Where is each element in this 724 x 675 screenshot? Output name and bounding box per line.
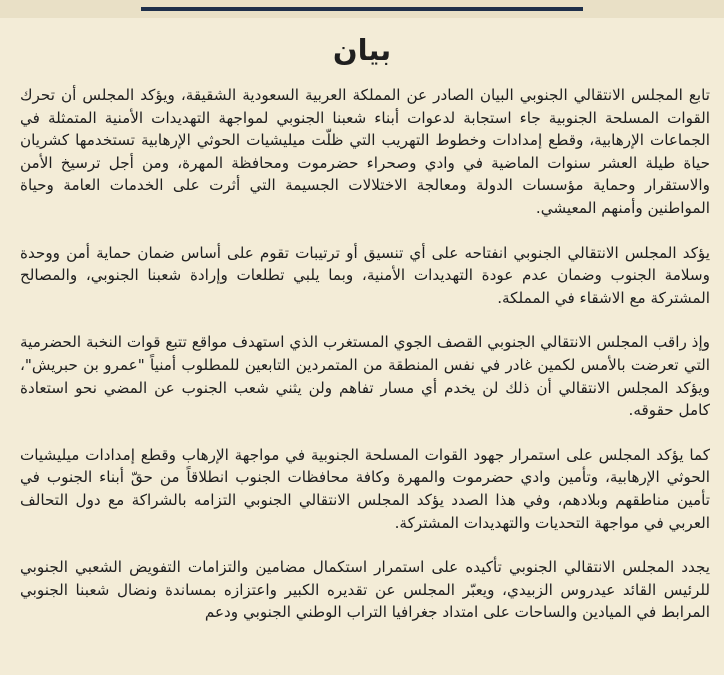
paragraph-4: كما يؤكد المجلس على استمرار جهود القوات المسلحة الجنوبية في مواجهة الإرهاب وقطع إمدادات ميليشيات الحوثي الإرهابية، وتأمين وادي حضرموت والمهرة وكافة محافظات الجنوب انطلاقاً من حقّ أبناء الجنوب في تأمين مناطقهم وبلادهم، وفي هذا الصدد يؤكد المجلس الانتقالي الجنوبي التزامه بالشراكة مع دول التحالف العربي في مواجهة التحديات والتهديدات المشتركة. [20, 445, 710, 532]
header-divider-bar [141, 7, 583, 11]
paragraph-2: يؤكد المجلس الانتقالي الجنوبي انفتاحه على أي تنسيق أو ترتيبات تقوم على أساس ضمان حماية أمن ووحدة وسلامة الجنوب وضمان عدم عودة التهديدات الأمنية، وبما يلبي تطلعات وإرادة شعبنا الجنوبي، والمصالح المشتركة مع الاشقاء في المملكة. [20, 243, 710, 307]
paragraph-1: تابع المجلس الانتقالي الجنوبي البيان الصادر عن المملكة العربية السعودية الشقيقة، ويؤكد المجلس أن تحرك القوات المسلحة الجنوبية جاء استجابة لدعوات أبناء شعبنا الجنوبي لمواجهة التهديدات الأمنية المتمثلة في الجماعات الإرهابية، وقطع إمدادات وخطوط التهريب التي ظلّت ميليشيات الحوثي الإرهابية تستخدمها كشريان حياة طيلة العشر سنوات الماضية في وادي وصحراء حضرموت ومحافظة المهرة، ومن أجل ترسيخ الأمن والاستقرار وحماية مؤسسات الدولة ومعالجة الاختلالات الجسيمة التي أثرت على الخدمات العامة وحياة المواطنين وأمنهم المعيشي. [20, 86, 710, 217]
paragraph-3: وإذ راقب المجلس الانتقالي الجنوبي القصف الجوي المستغرب الذي استهدف مواقع تتبع قوات النخبة الحضرمية التي تعرضت بالأمس لكمين غادر في نفس المنطقة من المتمردين التابعين للمطلوب أمنياً "عمرو بن حبريش"، ويؤكد المجلس الانتقالي أن ذلك لن يخدم أي مسار تفاهم ولن يثني شعب الجنوب عن المضي نحو استعادة كامل حقوقه. [20, 333, 710, 420]
paragraph-5: يجدد المجلس الانتقالي الجنوبي تأكيده على استمرار استكمال مضامين والتزامات التفويض الشعبي الجنوبي للرئيس القائد عيدروس الزبيدي، ويعبّر المجلس عن تقديره الكبير واعتزازه بمساندة ونضال شعبنا الجنوبي المرابط في الميادين والساحات على امتداد جغرافيا التراب الوطني الجنوبي ودعم [20, 558, 710, 622]
statement-body [20, 84, 710, 646]
statement-title: بيان [332, 33, 392, 67]
